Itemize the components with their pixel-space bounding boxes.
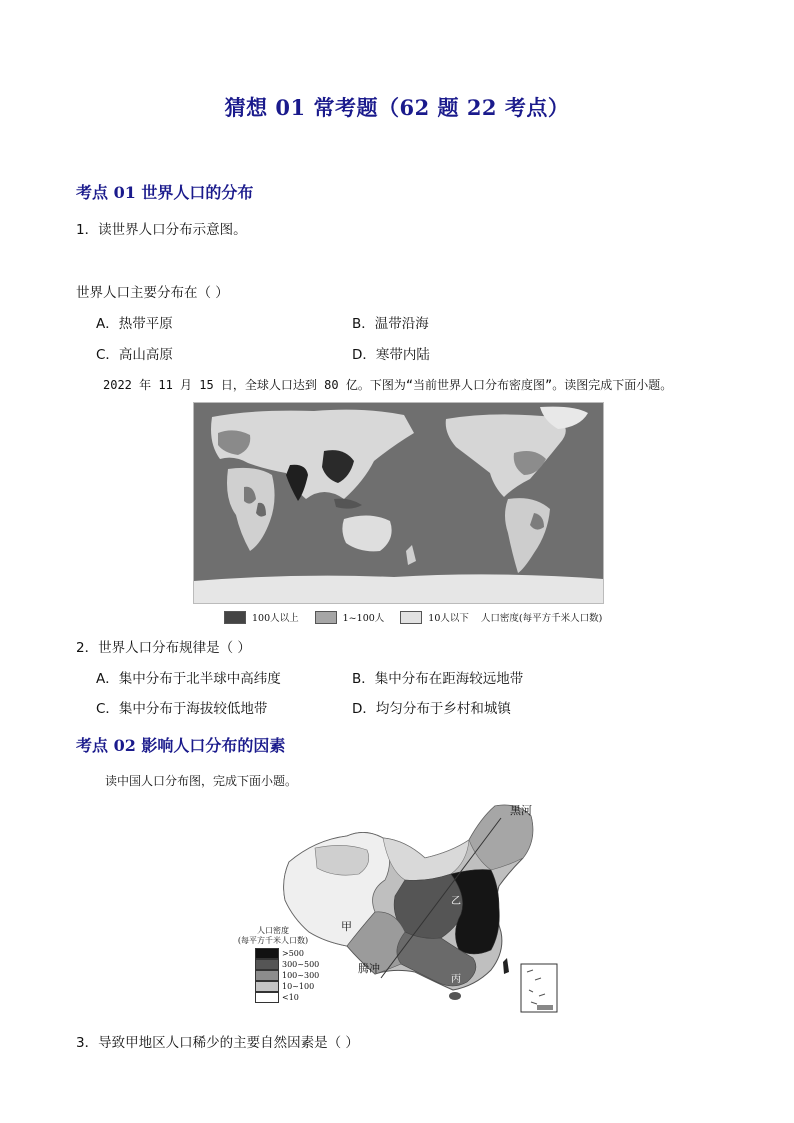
label-yi: 乙 <box>451 896 461 907</box>
china-legend-row <box>255 948 319 959</box>
china-legend-swatch <box>255 970 279 981</box>
question-1-option-c: C．高山高原 <box>96 347 173 363</box>
china-legend-row <box>255 992 319 1003</box>
china-legend-label: <10 <box>282 992 299 1002</box>
china-legend-row <box>255 970 319 981</box>
china-legend-swatch <box>255 981 279 992</box>
world-map-legend <box>224 609 602 625</box>
china-map-intro: 读中国人口分布图，完成下面小题。 <box>105 774 298 788</box>
label-tengchong: 腾冲 <box>358 962 380 975</box>
section-heading-2: 考点 02 影响人口分布的因素 <box>76 736 286 755</box>
china-legend-label: 300~500 <box>282 959 320 969</box>
question-2-option-b: B．集中分布在距海较远地带 <box>352 671 524 687</box>
page-title: 猜想 01 常考题（62 题 22 考点） <box>224 95 570 120</box>
china-legend-unit: (每平方千米人口数) <box>237 936 309 945</box>
legend-swatch-medium <box>315 611 337 624</box>
legend-label-sparse: 10人以下 <box>428 613 469 624</box>
question-3-text: 3．导致甲地区人口稀少的主要自然因素是（ ） <box>76 1035 359 1051</box>
section-heading-1: 考点 01 世界人口的分布 <box>76 183 254 202</box>
question-2-option-c: C．集中分布于海拔较低地带 <box>96 701 268 717</box>
question-1-option-b: B．温带沿海 <box>352 316 429 332</box>
question-1-option-a: A．热带平原 <box>96 316 173 332</box>
label-bing: 丙 <box>451 974 461 985</box>
question-1-option-d: D．寒带内陆 <box>352 347 430 363</box>
china-legend-label: >500 <box>282 948 304 958</box>
question-1-stem: 1．读世界人口分布示意图。 <box>76 222 247 238</box>
question-2-option-d: D．均匀分布于乡村和城镇 <box>352 701 511 717</box>
world-population-map <box>193 402 604 604</box>
label-jia: 甲 <box>341 920 352 933</box>
question-1-text: 世界人口主要分布在（ ） <box>76 285 229 301</box>
china-legend-items <box>255 948 319 1003</box>
china-map-legend <box>233 926 313 946</box>
legend-label-dense: 100人以上 <box>252 613 299 624</box>
china-legend-title: 人口密度 <box>257 926 289 935</box>
china-legend-swatch <box>255 992 279 1003</box>
china-population-map <box>237 800 565 1015</box>
legend-label-medium: 1~100人 <box>342 613 385 624</box>
china-legend-swatch <box>255 948 279 959</box>
label-heihe: 黑河 <box>510 804 532 817</box>
legend-unit: 人口密度(每平方千米人口数) <box>480 613 603 624</box>
world-map-intro: 2022 年 11 月 15 日，全球人口达到 80 亿。下图为“当前世界人口分布密度图”。读图完成下面小题。 <box>103 378 673 392</box>
china-legend-label: 10~100 <box>282 981 315 991</box>
china-legend-swatch <box>255 959 279 970</box>
china-legend-row <box>255 959 319 970</box>
legend-swatch-sparse <box>400 611 422 624</box>
legend-swatch-dense <box>224 611 246 624</box>
question-2-option-a: A．集中分布于北半球中高纬度 <box>96 671 281 687</box>
world-map-graphic <box>194 403 603 603</box>
china-legend-label: 100~300 <box>282 970 320 980</box>
china-legend-row <box>255 981 319 992</box>
question-2-text: 2．世界人口分布规律是（ ） <box>76 640 251 656</box>
